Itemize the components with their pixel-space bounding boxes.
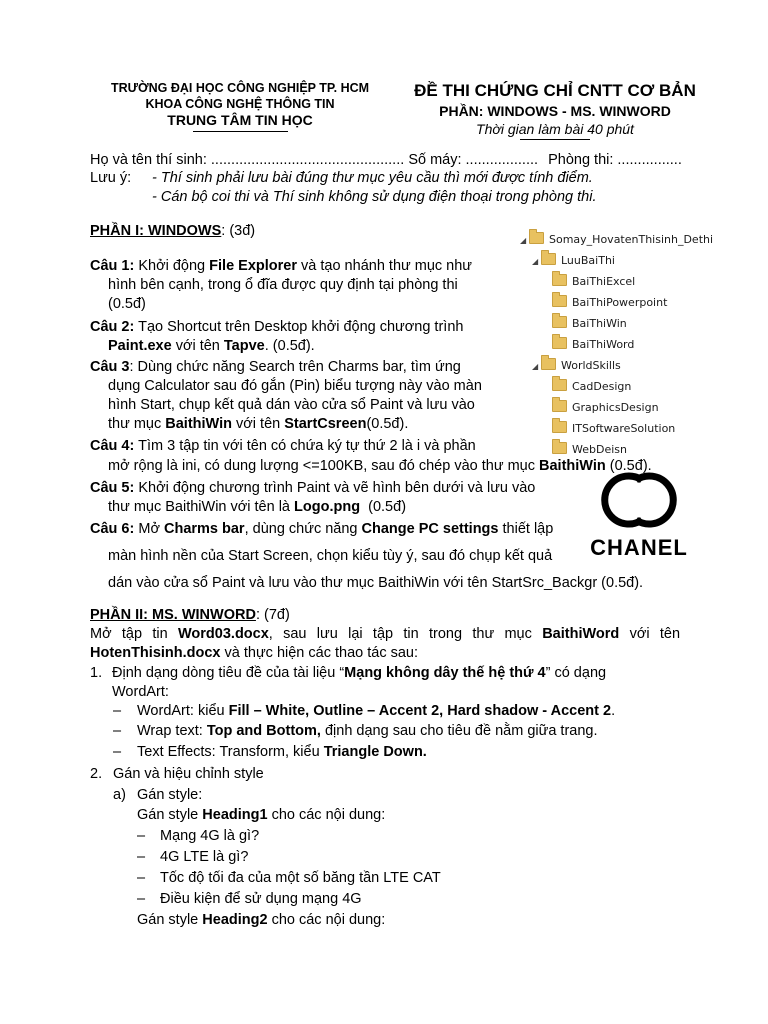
tree-item-label: BaiThiPowerpoint bbox=[572, 296, 668, 309]
part2-heading bbox=[90, 606, 290, 624]
sub-item-effects bbox=[137, 743, 427, 762]
q4-label: Câu 4: bbox=[90, 438, 135, 454]
q3-bold-1: BaithiWin bbox=[165, 416, 232, 432]
part2-intro-1: Mở tập tin bbox=[90, 626, 168, 642]
q2-text: Tạo Shortcut trên Desktop khởi động chương trình bbox=[138, 319, 464, 335]
exam-header bbox=[390, 80, 720, 140]
q6-bold-2: Change PC settings bbox=[361, 521, 499, 537]
question-4-cont bbox=[108, 457, 652, 475]
q6-bold-1: Charms bar bbox=[163, 521, 245, 537]
dash: – bbox=[137, 849, 146, 865]
q3-text-2: dụng Calculator sau đó gắn (Pin) biểu tượng này vào màn bbox=[108, 378, 482, 394]
part2-file-1: Word03.docx bbox=[178, 626, 269, 642]
expand-arrow-icon: ◢ bbox=[520, 236, 527, 245]
faculty-name: KHOA CÔNG NGHỆ THÔNG TIN bbox=[145, 97, 335, 111]
part1-heading bbox=[90, 222, 255, 240]
double-c-icon bbox=[580, 470, 698, 530]
note-1: - Thí sinh phải lưu bài đúng thư mục yêu cầu thì mới được tính điểm. bbox=[152, 170, 593, 186]
center-name: TRUNG TÂM TIN HỌC bbox=[167, 112, 313, 128]
folder-icon bbox=[541, 253, 556, 265]
folder-icon bbox=[552, 400, 567, 412]
part2-points: : (7đ) bbox=[255, 607, 290, 623]
q1-text-3: hình bên cạnh, trong ổ đĩa được quy định tại phòng thi bbox=[108, 277, 458, 293]
item-1-text-2: ” có dạng bbox=[545, 665, 607, 681]
note-line-1 bbox=[90, 169, 593, 187]
item-1-bold: Mạng không dây thế hệ thứ 4 bbox=[344, 665, 546, 681]
q1-text-4: (0.5đ) bbox=[108, 296, 146, 312]
part2-intro bbox=[90, 625, 680, 663]
q5-text-3: (0.5đ) bbox=[368, 499, 407, 515]
h2-bold: Heading2 bbox=[202, 912, 268, 928]
sub-a-number: a) bbox=[113, 787, 126, 803]
tree-item[interactable] bbox=[552, 336, 634, 354]
q2-text-2: với tên bbox=[175, 338, 220, 354]
question-2 bbox=[90, 318, 510, 356]
sub1-end: . bbox=[611, 703, 616, 719]
h1-item: Tốc độ tối đa của một số băng tần LTE CAT bbox=[160, 870, 441, 886]
q2-label: Câu 2: bbox=[90, 319, 135, 335]
part2-title: PHẦN II: MS. WINWORD bbox=[90, 607, 256, 623]
q3-label: Câu 3 bbox=[90, 359, 130, 375]
part2-file-2: HotenThisinh.docx bbox=[90, 645, 221, 661]
part2-intro-4: và thực hiện các thao tác sau: bbox=[224, 645, 419, 661]
tree-item-label: ITSoftwareSolution bbox=[572, 422, 676, 435]
heading2-line bbox=[137, 911, 385, 930]
q3-text-6: (0.5đ). bbox=[366, 416, 409, 432]
sub2-end: định dạng sau cho tiêu đề nằm giữa trang. bbox=[324, 723, 598, 739]
dash: – bbox=[113, 744, 122, 760]
item-1-text: Định dạng dòng tiêu đề của tài liệu “ bbox=[112, 665, 345, 681]
q6-text-3: thiết lập bbox=[502, 521, 554, 537]
exam-title: ĐỀ THI CHỨNG CHỈ CNTT CƠ BẢN bbox=[414, 81, 696, 100]
tree-item-label: WebDeisn bbox=[572, 443, 627, 456]
h2-text-2: cho các nội dung: bbox=[271, 912, 386, 928]
header-rule-right bbox=[520, 139, 590, 140]
h2-text: Gán style bbox=[137, 912, 199, 928]
sub1-bold: Fill – White, Outline – Accent 2, Hard shadow - Accent 2 bbox=[228, 703, 612, 719]
tree-item[interactable] bbox=[552, 441, 627, 459]
q3-bold-2: StartCsreen bbox=[284, 416, 367, 432]
q6-text: Mở bbox=[138, 521, 160, 537]
folder-icon bbox=[552, 379, 567, 391]
q3-text-3: hình Start, chụp kết quả dán vào cửa sổ Paint và lưu vào bbox=[108, 397, 475, 413]
question-3 bbox=[90, 358, 510, 434]
sub-item-wordart bbox=[137, 702, 615, 721]
note-2: - Cán bộ coi thi và Thí sinh không sử dụng điện thoại trong phòng thi. bbox=[152, 189, 597, 205]
q3-text-5: với tên bbox=[236, 416, 281, 432]
folder-icon bbox=[552, 421, 567, 433]
h1-item: Mạng 4G là gì? bbox=[160, 828, 260, 844]
h1-bold: Heading1 bbox=[202, 807, 268, 823]
institution-header bbox=[95, 80, 385, 132]
item-1-text-3: WordArt: bbox=[112, 684, 169, 700]
question-4 bbox=[90, 437, 510, 456]
heading1-line bbox=[137, 806, 385, 825]
sub2-bold: Top and Bottom, bbox=[206, 723, 321, 739]
candidate-info bbox=[90, 151, 682, 169]
q6-text-4: màn hình nền của Start Screen, chọn kiểu tùy ý, sau đó chụp kết quả bbox=[108, 548, 553, 564]
q2-line-2 bbox=[90, 337, 510, 356]
q3-text-4: thư mục bbox=[108, 416, 162, 432]
h1-text-2: cho các nội dung: bbox=[271, 807, 386, 823]
q3-text: : Dùng chức năng Search trên Charms bar, tìm ứng bbox=[129, 359, 461, 375]
q2-bold-1: Paint.exe bbox=[108, 338, 172, 354]
sub3-text: Text Effects: Transform, kiểu bbox=[137, 744, 320, 760]
tree-item[interactable] bbox=[552, 273, 635, 291]
tree-item-label: CadDesign bbox=[572, 380, 632, 393]
part2-intro-2: , sau lưu lại tập tin trong thư mục bbox=[268, 626, 532, 642]
sub-a: Gán style: bbox=[137, 787, 203, 803]
q4-text-3: (0.5đ). bbox=[609, 458, 652, 474]
sub2-text: Wrap text: bbox=[137, 723, 203, 739]
note-label: Lưu ý: bbox=[90, 170, 132, 186]
tree-root-label: Somay_HovatenThisinh_Dethi bbox=[549, 233, 714, 246]
q4-bold: BaithiWin bbox=[539, 458, 606, 474]
q4-text: Tìm 3 tập tin với tên có chứa ký tự thứ 2 là i và phần bbox=[138, 438, 476, 454]
h1-text: Gán style bbox=[137, 807, 199, 823]
header-rule-left bbox=[193, 131, 288, 132]
tree-item[interactable] bbox=[552, 420, 675, 438]
exam-duration: Thời gian làm bài 40 phút bbox=[476, 121, 634, 137]
q1-text: Khởi động bbox=[138, 258, 206, 274]
sub3-bold: Triangle Down. bbox=[323, 744, 427, 760]
q6-label: Câu 6: bbox=[90, 521, 135, 537]
folder-icon bbox=[552, 316, 567, 328]
item-1-number: 1. bbox=[90, 665, 103, 681]
school-name: TRƯỜNG ĐẠI HỌC CÔNG NGHIỆP TP. HCM bbox=[110, 81, 370, 95]
q6-text-5: dán vào cửa sổ Paint và lưu vào thư mục BaithiWin với tên StartSrc_Backgr (0.5đ). bbox=[108, 575, 644, 591]
folder-icon bbox=[529, 232, 544, 244]
q2-bold-2: Tapve bbox=[223, 338, 265, 354]
dash: – bbox=[137, 891, 146, 907]
part1-points: : (3đ) bbox=[221, 223, 256, 239]
folder-icon bbox=[552, 337, 567, 349]
tree-luu-label: LuuBaiThi bbox=[561, 254, 615, 267]
machine-label: Số máy: .................. bbox=[408, 152, 539, 168]
tree-item[interactable] bbox=[552, 378, 631, 396]
part2-folder: BaithiWord bbox=[542, 626, 620, 642]
room-label: Phòng thi: ................ bbox=[548, 152, 682, 168]
question-6-line-2 bbox=[108, 547, 552, 565]
q5-text: Khởi động chương trình Paint và vẽ hình bên dưới và lưu vào bbox=[138, 480, 536, 496]
expand-arrow-icon: ◢ bbox=[532, 257, 539, 266]
folder-tree bbox=[518, 229, 714, 457]
dash: – bbox=[137, 870, 146, 886]
q6-text-2: , dùng chức năng bbox=[244, 521, 358, 537]
sub1-text: WordArt: kiểu bbox=[137, 703, 225, 719]
tree-item[interactable] bbox=[552, 399, 659, 417]
exam-part: PHẦN: WINDOWS - MS. WINWORD bbox=[439, 103, 671, 119]
tree-root[interactable] bbox=[520, 231, 713, 249]
q1-label: Câu 1: bbox=[90, 258, 135, 274]
expand-arrow-icon: ◢ bbox=[532, 362, 539, 371]
question-5 bbox=[90, 479, 580, 517]
question-1 bbox=[90, 257, 510, 314]
tree-item-label: BaiThiExcel bbox=[572, 275, 636, 288]
q5-line-2 bbox=[90, 498, 580, 517]
q5-label: Câu 5: bbox=[90, 480, 135, 496]
tree-luu[interactable] bbox=[532, 252, 615, 270]
q1-bold: File Explorer bbox=[209, 258, 297, 274]
question-6-line-3 bbox=[108, 574, 643, 592]
tree-item-label: GraphicsDesign bbox=[572, 401, 659, 414]
item-2: Gán và hiệu chỉnh style bbox=[113, 766, 264, 782]
sub-item-wrap bbox=[137, 722, 598, 741]
dash: – bbox=[113, 723, 122, 739]
candidate-name-label: Họ và tên thí sinh: ................................................ bbox=[90, 152, 405, 168]
h1-item: Điều kiện để sử dụng mạng 4G bbox=[160, 891, 362, 907]
folder-icon bbox=[552, 295, 567, 307]
tree-ws[interactable] bbox=[532, 357, 621, 375]
item-2-number: 2. bbox=[90, 766, 103, 782]
chanel-logo bbox=[580, 470, 698, 560]
folder-icon bbox=[541, 358, 556, 370]
q5-text-2: thư mục BaithiWin với tên là bbox=[108, 499, 291, 515]
folder-icon bbox=[552, 274, 567, 286]
q5-bold: Logo.png bbox=[294, 499, 361, 515]
tree-item-label: BaiThiWin bbox=[572, 317, 627, 330]
q1-text-2: và tạo nhánh thư mục như bbox=[301, 258, 472, 274]
h1-item: 4G LTE là gì? bbox=[160, 849, 249, 865]
q4-text-2: mở rộng là ini, có dung lượng <=100KB, sau đó chép vào thư mục bbox=[108, 458, 535, 474]
q2-text-3: . (0.5đ). bbox=[264, 338, 315, 354]
q3-line-4 bbox=[90, 415, 510, 434]
question-6 bbox=[90, 520, 553, 538]
part1-title: PHẦN I: WINDOWS bbox=[90, 223, 222, 239]
tree-ws-label: WorldSkills bbox=[561, 359, 621, 372]
tree-item-label: BaiThiWord bbox=[572, 338, 635, 351]
tree-item[interactable] bbox=[552, 294, 667, 312]
tree-item[interactable] bbox=[552, 315, 627, 333]
folder-icon bbox=[552, 442, 567, 454]
dash: – bbox=[113, 703, 122, 719]
item-1 bbox=[112, 664, 680, 702]
part2-intro-3: với tên bbox=[629, 626, 681, 642]
logo-text: CHANEL bbox=[590, 535, 688, 560]
dash: – bbox=[137, 828, 146, 844]
note-line-2 bbox=[152, 188, 596, 206]
